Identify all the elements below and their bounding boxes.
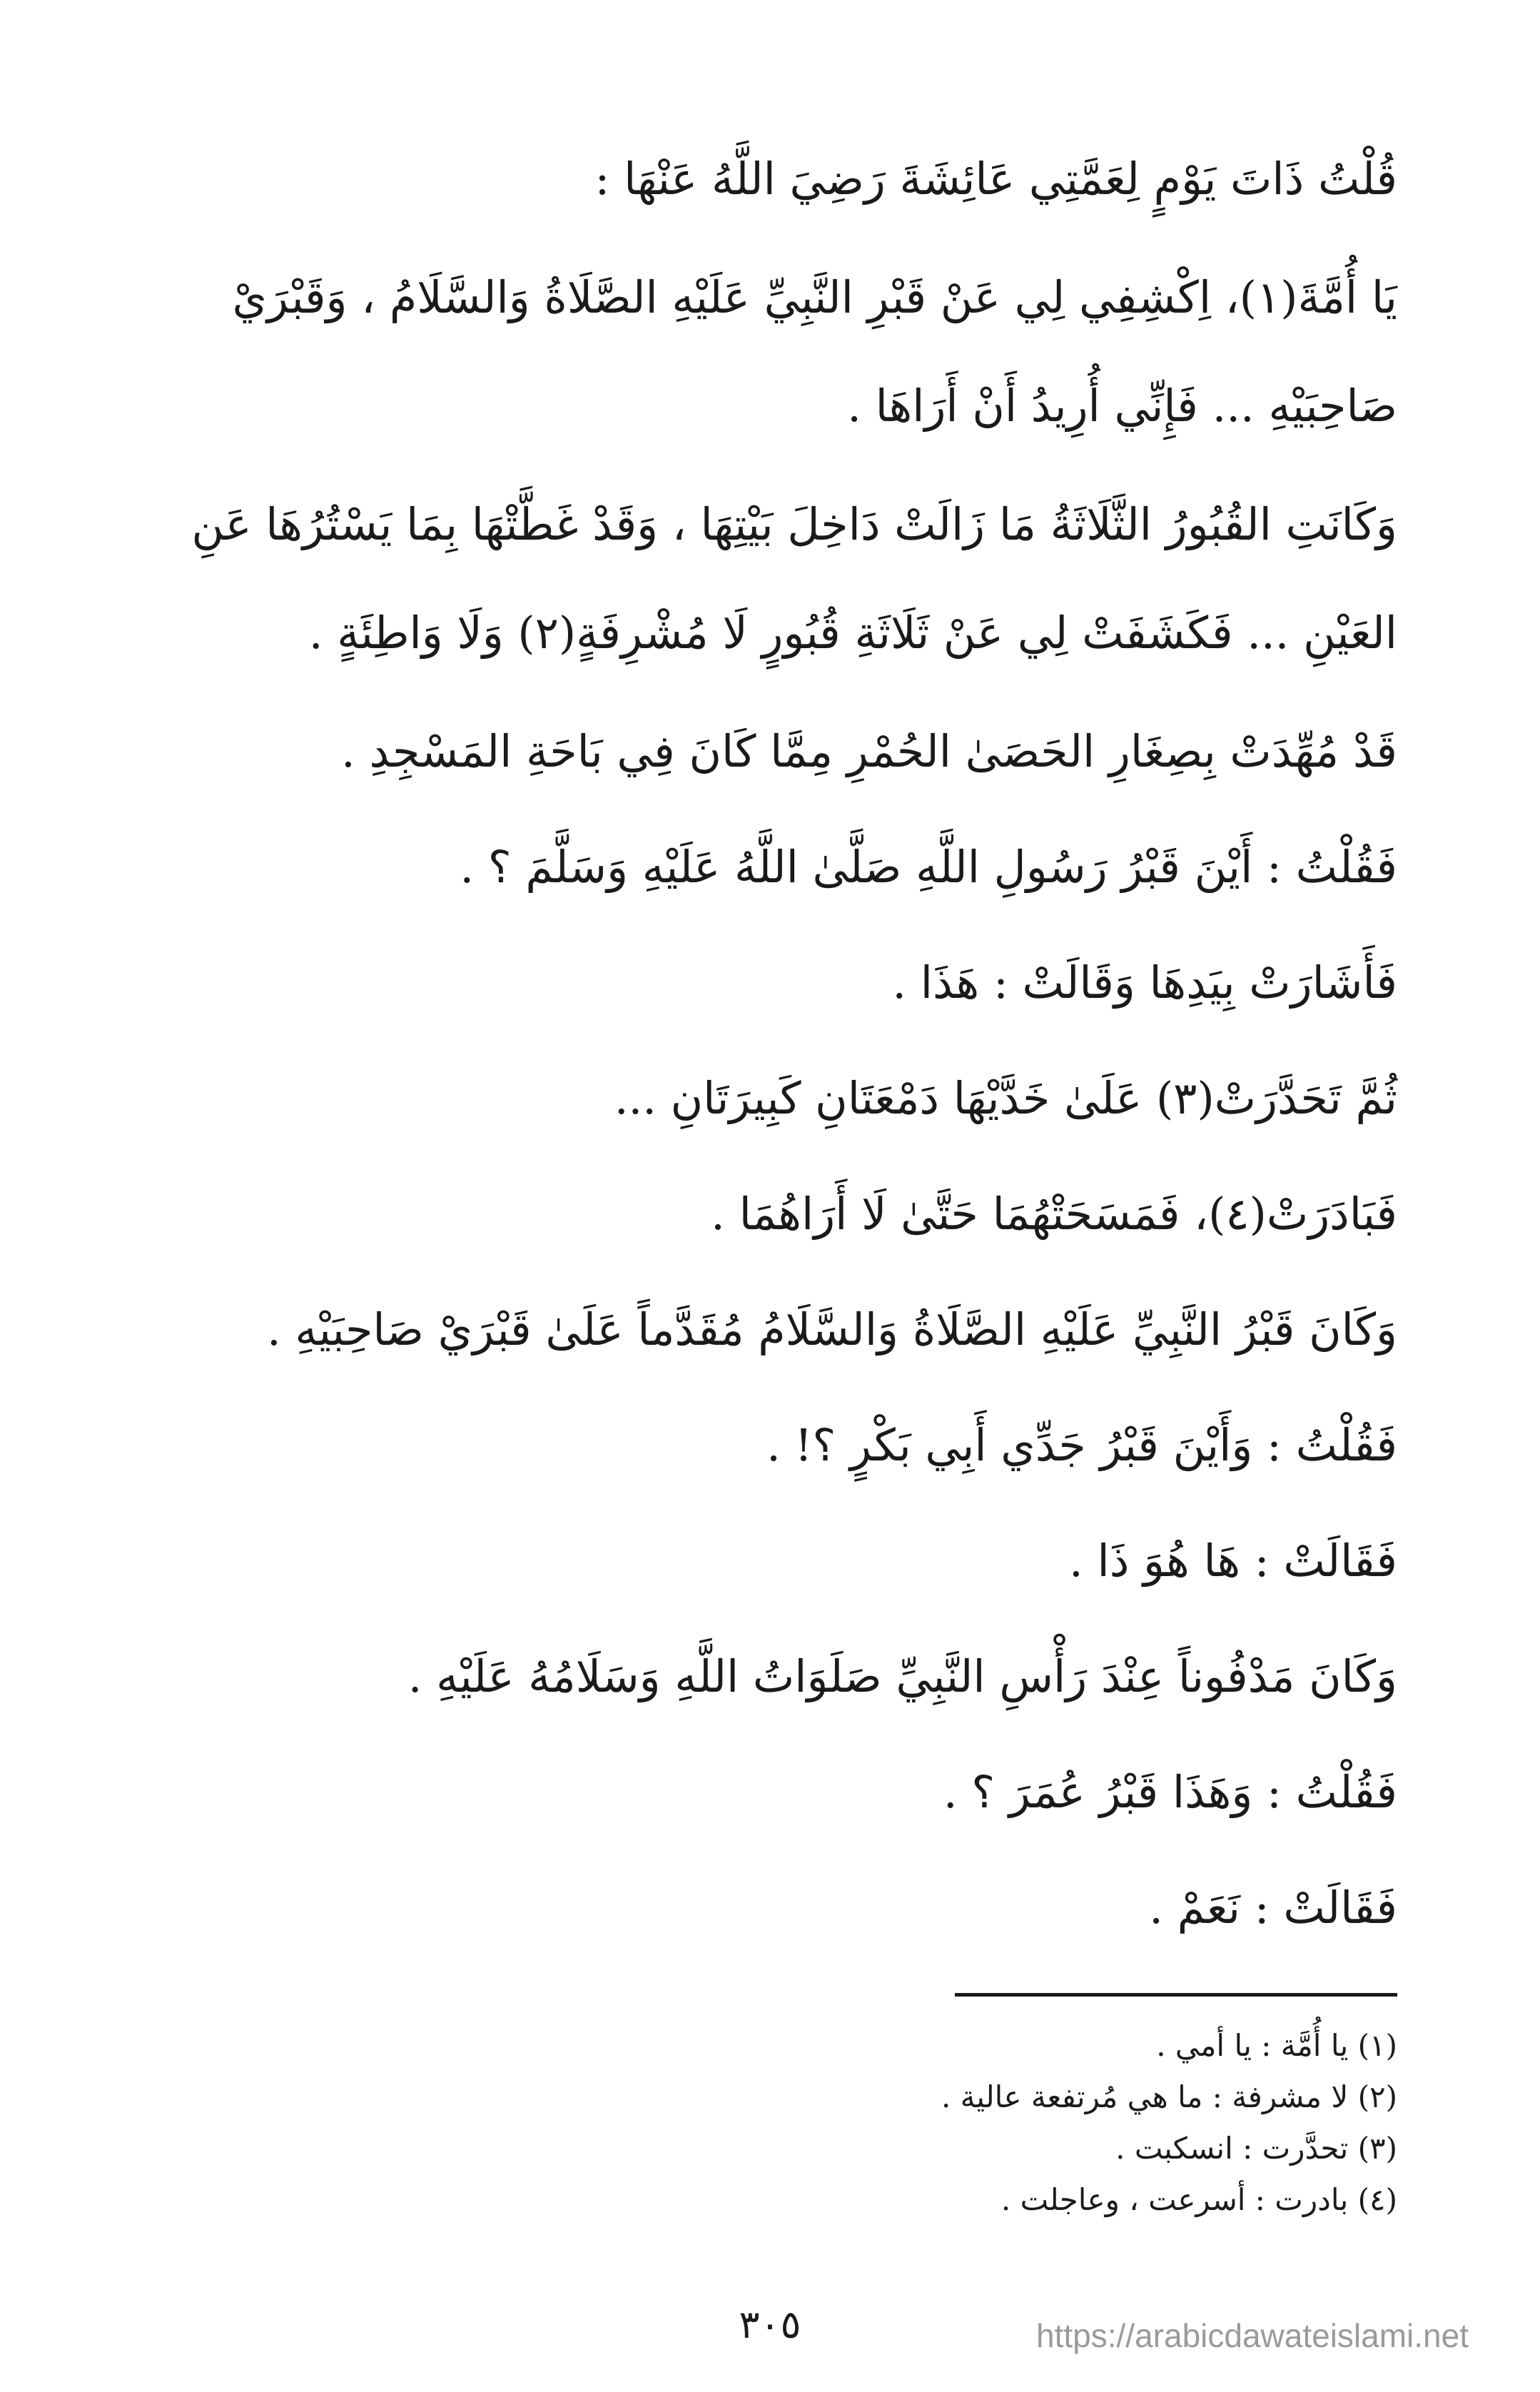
paragraph: فَقَالَتْ : هَا هُوَ ذَا . [1069,1535,1397,1587]
footnotes [285,2020,1397,2226]
footnote: (٤) بادرت : أسرعت ، وعاجلت . [1001,2182,1397,2217]
paragraph: وَكَانَ قَبْرُ النَّبِيِّ عَلَيْهِ الصَّلَاةُ وَالسَّلَامُ مُقَدَّماً عَلَىٰ قَبْرَيْ صَاحِبَيْهِ . [266,1303,1397,1356]
footnote: (١) يا أُمَّة : يا أمي . [1156,2028,1397,2063]
paragraph: يَا أُمَّةَ(١)، اِكْشِفِي لِي عَنْ قَبْرِ النَّبِيِّ عَلَيْهِ الصَّلَاةُ وَالسَّلَامُ ، وَقَبْرَيْ صَاحِبَيْهِ ... فَإِنِّي أُرِيدُ أَنْ أَرَاهَا . [232,271,1397,432]
paragraph: فَقُلْتُ : أَيْنَ قَبْرُ رَسُولِ اللَّهِ صَلَّىٰ اللَّهُ عَلَيْهِ وَسَلَّمَ ؟ . [460,841,1397,893]
paragraph: وَكَانَ مَدْفُوناً عِنْدَ رَأْسِ النَّبِيِّ صَلَوَاتُ اللَّهِ وَسَلَامُهُ عَلَيْهِ . [407,1650,1397,1702]
footnote: (٢) لا مشرفة : ما هي مُرتفعة عالية . [941,2079,1397,2114]
paragraph: فَقُلْتُ : وَهَذَا قَبْرُ عُمَرَ ؟ . [943,1766,1397,1818]
paragraph: ثُمَّ تَحَدَّرَتْ(٣) عَلَىٰ خَدَّيْهَا دَمْعَتَانِ كَبِيرَتَانِ ... [614,1072,1397,1124]
paragraph: فَبَادَرَتْ(٤)، فَمَسَحَتْهُمَا حَتَّىٰ لَا أَرَاهُمَا . [711,1188,1397,1240]
paragraph: فَأَشَارَتْ بِيَدِهَا وَقَالَتْ : هَذَا . [892,957,1397,1009]
paragraph: قُلْتُ ذَاتَ يَوْمٍ لِعَمَّتِي عَائِشَةَ رَضِيَ اللَّهُ عَنْهَا : [594,153,1397,205]
page-number: ٣٠٥ [739,2302,801,2347]
paragraph: فَقُلْتُ : وَأَيْنَ قَبْرُ جَدِّي أَبِي بَكْرٍ ؟! . [766,1419,1397,1471]
main-text [107,125,1397,1969]
footnote-divider [955,1993,1397,1997]
paragraph: قَدْ مُهِّدَتْ بِصِغَارِ الحَصَىٰ الحُمْرِ مِمَّا كَانَ فِي بَاحَةِ المَسْجِدِ . [341,725,1397,777]
footnote: (٣) تحدَّرت : انسكبت . [1115,2131,1397,2166]
paragraph: وَكَانَتِ القُبُورُ الثَّلَاثَةُ مَا زَالَتْ دَاخِلَ بَيْتِهَا ، وَقَدْ غَطَّتْهَا بِمَا يَسْتُرُهَا عَنِ العَيْنِ ... فَكَشَفَتْ لِي عَنْ ثَلَاثَةِ قُبُورٍ لَا مُشْرِفَةٍ(٢) وَلَا وَاطِئَةٍ . [191,498,1397,659]
paragraph: فَقَالَتْ : نَعَمْ . [1149,1882,1397,1934]
watermark-url: https://arabicdawateislami.net [1036,2317,1469,2354]
